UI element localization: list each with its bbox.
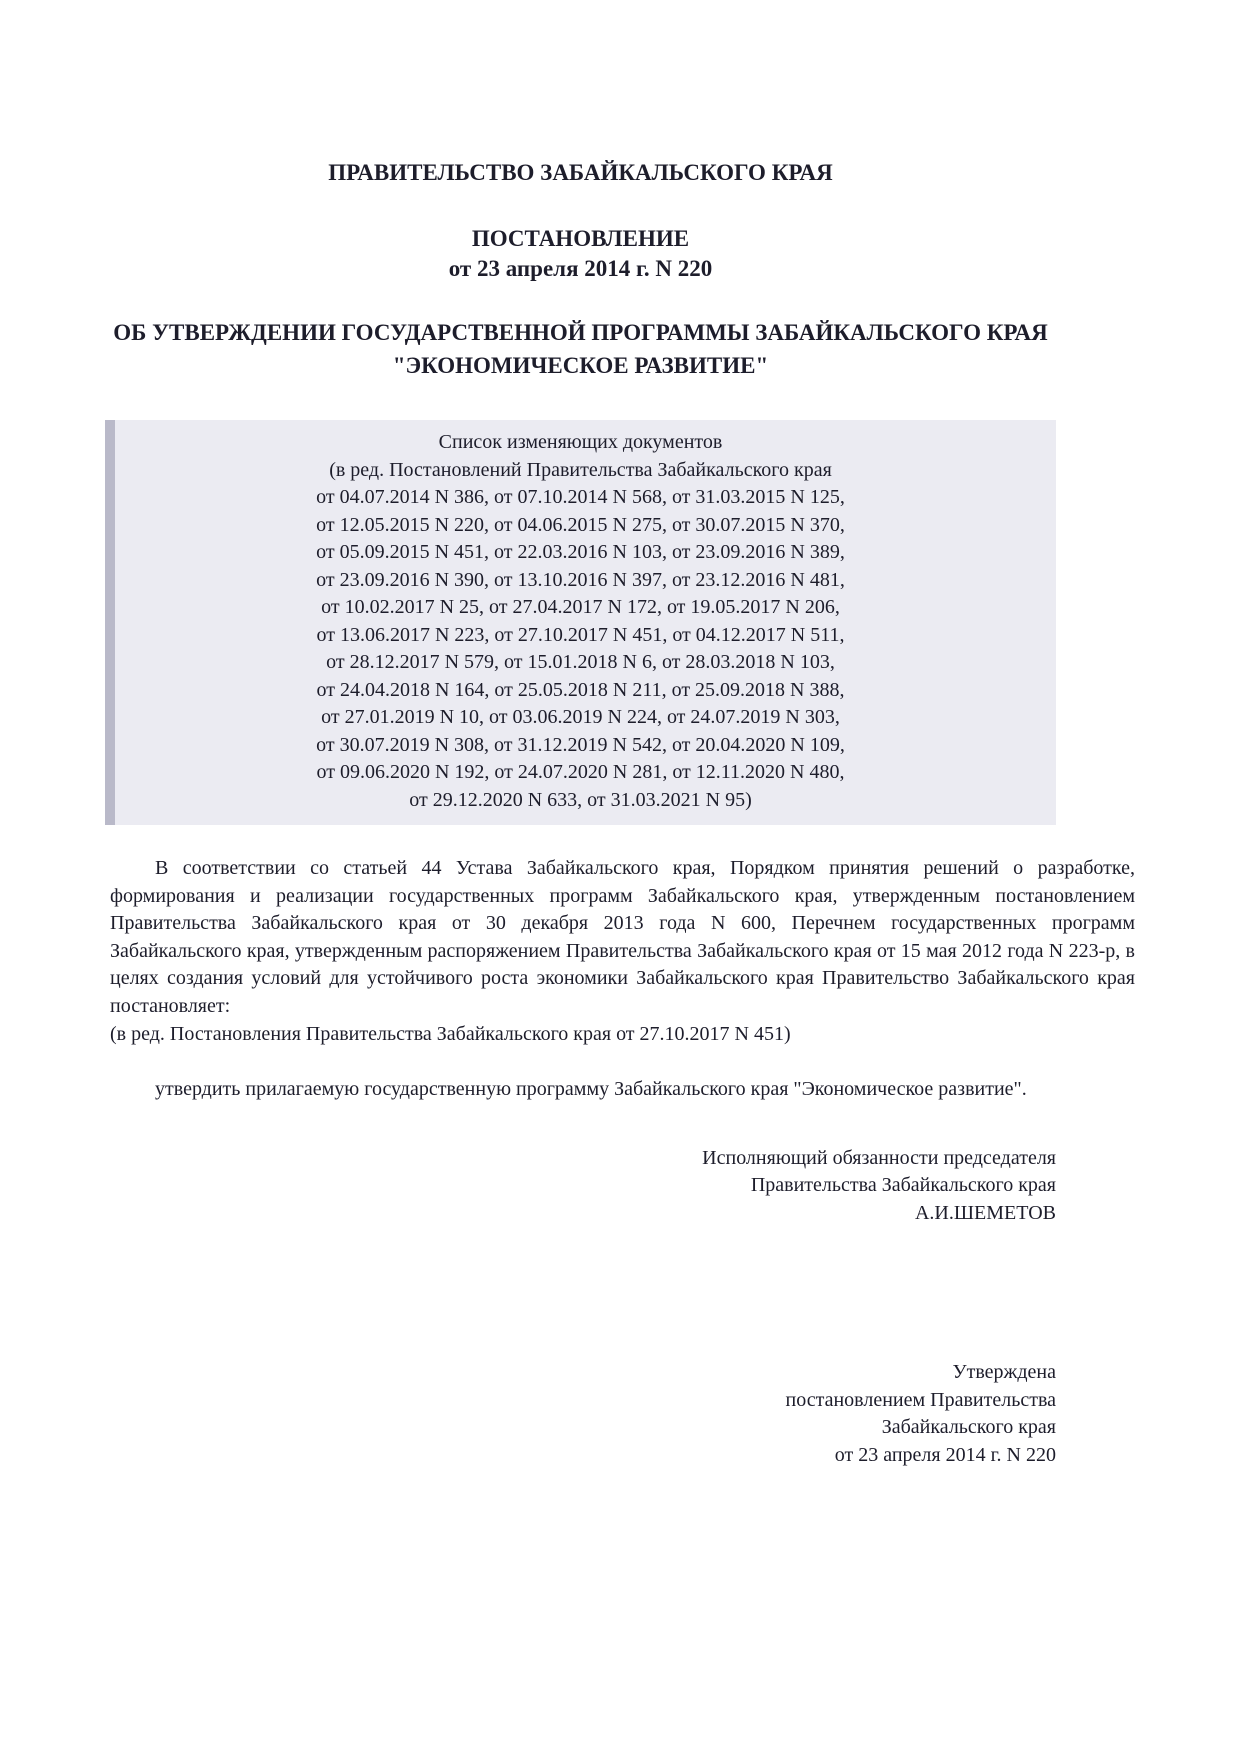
amendment-line: от 12.05.2015 N 220, от 04.06.2015 N 275, от 30.07.2015 N 370, [316,513,845,536]
approval-line: Утверждена [952,1361,1056,1384]
approval-line: Забайкальского края [881,1416,1056,1439]
edit-note: (в ред. Постановления Правительства Забайкальского края от 27.10.2017 N 451) [110,1022,791,1045]
document-type: ПОСТАНОВЛЕНИЕ [471,226,690,251]
amendment-line: от 30.07.2019 N 308, от 31.12.2019 N 542, от 20.04.2020 N 109, [316,733,845,756]
amendment-line: от 28.12.2017 N 579, от 15.01.2018 N 6, от 28.03.2018 N 103, [326,651,835,673]
amendment-line: от 29.12.2020 N 633, от 31.03.2021 N 95) [409,788,752,811]
document-title: ОБ УТВЕРЖДЕНИИ ГОСУДАРСТВЕННОЙ ПРОГРАММЫ ЗАБАЙКАЛЬСКОГО КРАЯ "ЭКОНОМИЧЕСКОЕ РАЗВИТИЕ" [113,320,1048,378]
document-date-number: от 23 апреля 2014 г. N 220 [448,256,713,281]
amendment-line: от 05.09.2015 N 451, от 22.03.2016 N 103, от 23.09.2016 N 389, [316,541,845,563]
signature-line: А.И.ШЕМЕТОВ [914,1201,1056,1224]
amendments-title: Список изменяющих документов [438,431,723,453]
signature-line: Исполняющий обязанности председателя [702,1146,1056,1169]
amendment-line: от 10.02.2017 N 25, от 27.04.2017 N 172, от 19.05.2017 N 206, [321,596,840,618]
body-paragraph-intro: В соответствии со статьей 44 Устава Забайкальского края, Порядком принятия решений о разработке, формирования и реализации государственных программ Забайкальского края, утвержденным постановлением Правительства Забайкальского края от 30 декабря 2013 года N 600, Перечнем государственных программ Забайкальского края, утвержденным распоряжением Правительства Забайкальского края от 15 мая 2012 года N 223-р, в целях создания условий для устойчивого роста экономики Забайкальского края Правительство Забайкальского края постановляет: [110,857,1135,1017]
organization-title: ПРАВИТЕЛЬСТВО ЗАБАЙКАЛЬСКОГО КРАЯ [328,160,833,185]
signature-line: Правительства Забайкальского края [750,1174,1056,1197]
amendments-intro: (в ред. Постановлений Правительства Забайкальского края [329,458,832,481]
approval-line: от 23 апреля 2014 г. N 220 [834,1443,1056,1466]
amendments-box [105,420,1056,825]
amendment-line: от 23.09.2016 N 390, от 13.10.2016 N 397, от 23.12.2016 N 481, [316,568,845,591]
approval-line: постановлением Правительства [785,1388,1056,1411]
amendment-line: от 09.06.2020 N 192, от 24.07.2020 N 281, от 12.11.2020 N 480, [316,761,845,783]
signature-block [105,1145,1056,1228]
amendment-line: от 27.01.2019 N 10, от 03.06.2019 N 224, от 24.07.2019 N 303, [321,706,840,728]
amendment-line: от 24.04.2018 N 164, от 25.05.2018 N 211, от 25.09.2018 N 388, [316,678,845,701]
body-paragraph-resolution: утвердить прилагаемую государственную программу Забайкальского края "Экономическое развитие". [155,1078,1027,1101]
approval-block [105,1359,1056,1469]
amendment-line: от 13.06.2017 N 223, от 27.10.2017 N 451, от 04.12.2017 N 511, [316,623,845,646]
amendment-line: от 04.07.2014 N 386, от 07.10.2014 N 568, от 31.03.2015 N 125, [316,486,845,508]
